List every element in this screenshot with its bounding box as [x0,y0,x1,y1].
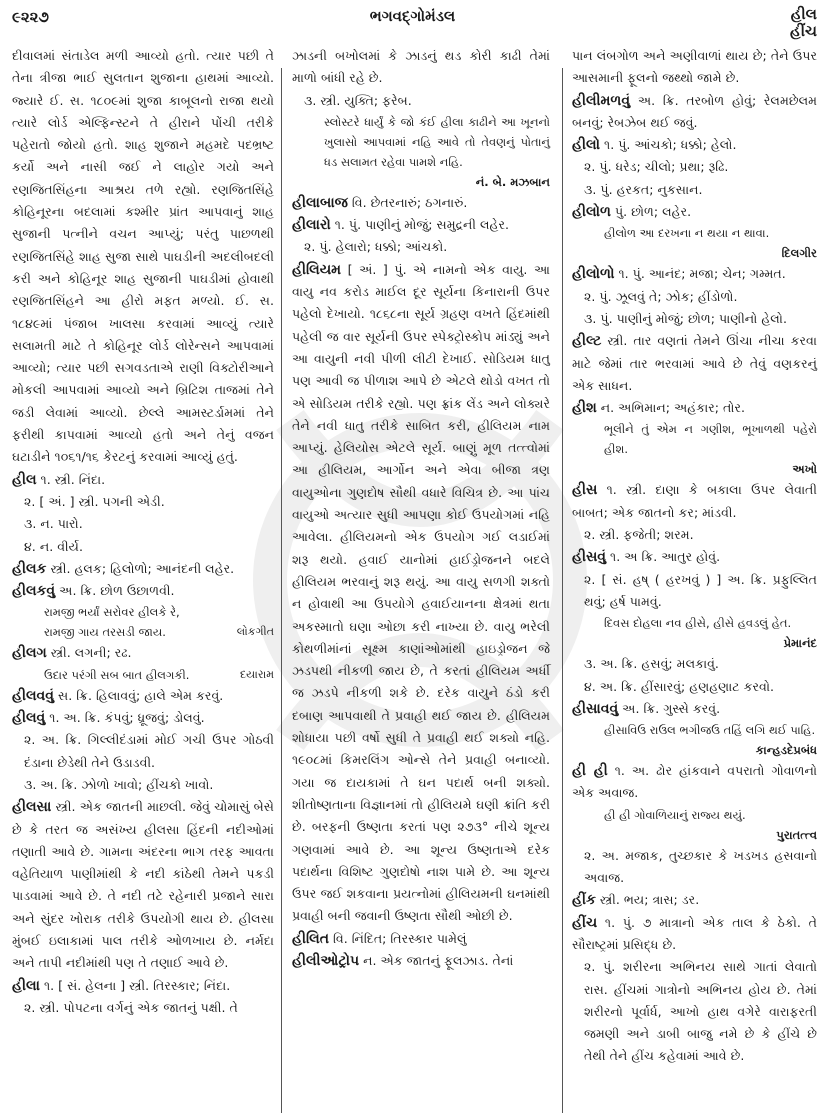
sense: ૪. ન. વીર્ય. [24,538,83,554]
definition: ન. એક જાતનું ફૂલઝાડ. તેનાં [359,952,514,968]
headword: હીલસા [12,799,52,816]
definition: ૧. પું. ૭ માત્રાનો એક તાલ કે ઠેકો. તે સૌરાષ્ટ્રમાં પ્રસિદ્ધ છે. [572,914,817,952]
continued-paragraph: દીવાલમાં સંતાડેલ મળી આવ્યો હતો. ત્યાર પછી તે તેના ત્રીજા ભાઈ સુલતાન શુજાના હાથમાં આવ્યો. જ્યારે ઈ. સ. ૧૮૦૯માં શુજા કાબૂલનો રાજા થયો ત્યારે લોર્ડ એલ્ફિન્સ્ટને તે હીરાને પોંચી તરીકે પહેરાતો જોયો હતો. શાહ શુજાને મહમદે પદભ્રષ્ટ કર્યો અને નાસી જઈ ને લાહોર ગયો અને રણજિતસિંહના આશ્રય તળે રહ્યો. રણજિતસિંહે કોહિનૂરના બદલામાં કશ્મીર પ્રાંત આપવાનું શાહ સુજાની પત્નીને વચન આપ્યું; પરંતુ પાછળથી રણજિતસિંહે શાહ સુજા સાથે પાઘડીની અદલીબદલી કરી અને કોહિનૂર શાહ સુજાની પાઘડીમાં હોવાથી રણજિતસિંહને આ હીરો મફત મળ્યો. ઈ. સ. ૧૮૪૯માં પંજાબ ખાલસા કરવામાં આવ્યું ત્યારે સલામતી માટે તે કોહિનૂર લોર્ડ લોરેન્સને આપવામાં આવ્યો; ત્યાર પછી સગવડતાએ રાણી વિક્ટોરીઆને મોકલી આપવામાં આવ્યો અને બ્રિટિશ તાજમાં તેને જડી લેવામાં આવ્યો. છેલ્લે આમસ્ટર્ડામમાં તેને ફરીથી કાપવામાં આવ્યો હતો અને તેનું વજન ઘટાડીને ૧૦૬૧/૧૬ કેરટનું કરવામાં આવ્યું હતું. [12,48,274,465]
dictionary-entry [292,950,550,972]
citation-source: દિલગીર [781,246,817,261]
citation-quote: સ્લોસ્ટરે ધાર્યું કે જો કંઈ હીલા કાઢીને આ ખૂનનો ખુલાસો આપવામાં નહિ આવે તો તેવણનું પોતાનું ધડ સલામત રહેવા પામશે નહિ. [324,114,550,169]
sense: ૩. અ. ક્રિ. ઝોળો ખાવો; હીંચકો ખાવો. [24,776,214,792]
citation-source: કાન્હડદેપ્રબંધ [755,743,817,758]
sense: ૨. પું. હેલારો; ધક્કો; આંચકો. [304,239,448,255]
headword: હીલકવું [12,583,56,600]
dictionary-entry [292,214,550,236]
definition: [ અં. ] પું. એ નામનો એક વાયુ. આ વાયુ નવ કરોડ માઈલ દૂર સૂર્યના કિનારાની ઉપર પહેલો દેખાયો. ૧૮૬૮ના સૂર્ય ગ્રહણ વખતે હિંદમાંથી પહેલી જ વાર સૂર્યની ઉપર સ્પેક્ટ્રોસ્કોપ માંડ્યું અને આ વાયુની નવી પીળી લીટી દેખાઈ. સોડિયમ ધાતુ પણ આવી જ પીળાશ આપે છે એટલે થોડો વખત તો એ સોડિયમ તરીકે રહ્યો. પણ ફ્રાંક લેંડ અને લોક્યરે તેને નવી ધાતુ તરીકે સાબિત કરી, હીલિયમ નામ આપ્યું. હેલિયોસ એટલે સૂર્ય. બાણું મૂળ તત્ત્વોમાં આ હીલિયમ, આર્ગોન અને એવા બીજા ત્રણ વાયુઓના ગુણદોષ સૌથી વધારે વિચિત્ર છે. આ પાંચ વાયુઓ અત્યાર સુધી આપણા કોઈ ઉપયોગમાં નહિ આવેલા. હીલિયમનો એક ઉપયોગ ગઈ લડાઈમાં શરૂ થયો. હવાઈ યાનોમાં હાઈડ્રોજનને બદલે હીલિયમ ભરવાનું શરૂ થયું. આ વાયુ સળગી શક્તો ન હોવાથી આ ઉપયોગે હવાઈયાનના ક્ષેત્રમાં થતા અકસ્માતો ઘણા ઓછા કરી નાખ્યા છે. વાયુ ભરેલી કોથળીમાંનાં સૂક્ષ્મ કાણાંઓમાંથી હાઇડ્રોજન જે ઝડપથી નીકળી જાય છે, તે કરતાં હીલિયમ અર્ધી જ ઝડપે નીકળી શકે છે. દરેક વાયુને ઠંડો કરી દબાણ આપવાથી તે પ્રવાહી થઈ જાય છે. હીલિયમ શોધાયા પછી વર્ષો સુધી તે પ્રવાહી થઈ શક્યો નહિ. ૧૯૦૮માં કિમરલિંગ ઓન્સે તેને પ્રવાહી બનાવ્યો. ગયા જ દાયકામાં તે ઘન પદાર્થ બની શક્યો. શીતોષ્ણતાના વિજ્ઞાનમાં તો હીલિયમે ઘણી ક્રાંતિ કરી છે. બરફની ઉષ્ણતા કરતાં પણ ૨૭૩° નીચે શૂન્ય ગણવામાં આવે છે. આ શૂન્ય ઉષ્ણતાએ દરેક પદાર્થના વિશિષ્ટ ગુણદોષો નાશ પામે છે. આ શૂન્ય ઉપર જઈ શકવાના પ્રયત્નોમાં હીલિયમની ઘનમાંથી પ્રવાહી બની જવાની ઉષ્ણતા સૌથી ઓછી છે. [292,261,550,924]
definition: સ્ત્રી. એક જાતની માછલી. જેવું ચોમાસું બેસે છે કે તરત જ અસંખ્ય હીલસા હિંદની નદીઓમાં તણાતી આવે છે. ગામના અંદરના ભાગ તરફ આવતા વહેતિયાળ પાણીમાંથી કે નદી કાંઠેથી તેમને પકડી પાડવામાં આવે છે. તે નદી તટે રહેનારી પ્રજાને સારા અને સુંદર ખોરાક તરીકે ઉપયોગી થાય છે. હીલસા મુંબઈ ઇલાકામાં પાલ તરીકે ઓળખાય છે. નર્મદા અને તાપી નદીમાંથી પણ તે તણાઈ આવે છે. [12,799,274,971]
sense: ૩. પું. હરકત; નુકસાન. [584,181,703,197]
sense: ૨. પું. શરીરના અભિનય સાથે ગાતાં લેવાતો રાસ. હીંચમાં ગાત્રોનો અભિનય હોય છે. તેમાં શરીરનો પૂર્વાર્ધ, આખો હાથ વગેરે વારાફરતી જમણી અને ડાબી બાજુ નમે છે કે હીંચે છે તેથી તેને હીંચ કહેવામાં આવે છે. [584,959,817,1064]
definition: અ. ક્રિ. ગુસ્સે કરવું. [618,700,721,716]
sense: ૨. અ. ક્રિ. ગિલ્લીદંડામાં મોઈ ગચી ઉપર ગોઠવી દંડાના છેડેથી તેને ઉડાડવી. [24,732,274,770]
definition: વિ. નિંદિત; તિરસ્કાર પામેલું [329,930,467,946]
dictionary-entry [572,479,817,524]
definition: ૧. સ્ત્રી. દાણા કે બકાલા ઉપર લેવાતી બાબત; એક જાતનો કર; માંડવી. [572,482,817,520]
definition: અ. ક્રિ. છોળ ઉછાળવી. [55,583,175,599]
sense: ૩. ન. પારો. [24,516,83,532]
sense: ૨. પું. ઝૂલવું તે; ઝોક; હીંડોળો. [584,288,738,304]
headword: હીલા [12,977,40,994]
headword: હીલવું [12,710,46,727]
headword: હીસાવવું [572,700,619,717]
sense: ૩. પું. પાણીનું મોજું; છોળ; પાણીનો હેલો. [584,310,787,326]
sense: ૨. [ અં. ] સ્ત્રી. પગની એડી. [24,493,165,509]
column-middle [292,45,550,972]
dictionary-entry [292,259,550,928]
citation-source: અખો [792,462,817,477]
quote-text: રામજી ગાય તરસડી જાય. [44,625,166,640]
definition: સ. ક્રિ. હિલાવવું; હાલે એમ કરવું. [54,687,224,703]
headword: હીલિત [292,930,329,947]
headword: હીલારો [292,217,331,234]
column-right [572,45,817,1068]
definition: ૧. [ સં. હેલના ] સ્ત્રી. તિરસ્કાર; નિંદા. [39,977,231,993]
headword: હી હી [572,763,608,780]
citation-quote: દિવસ દોહલા નવ હીસે, હીસે હવડલું હેત. [604,616,792,631]
dictionary-entry [572,90,817,135]
headword: હીલો [572,137,601,154]
dictionary-entry [12,796,274,974]
dictionary-entry [12,975,274,997]
headword: હીલ [12,471,37,488]
dictionary-entry [12,642,274,664]
headword: હીલીમળવું [572,92,631,109]
headword: હીસ [572,482,598,499]
definition: સ્ત્રી. તાર વણતાં તેમને ઊંચા નીચા કરવા માટે જેમાં તાર ભરવામાં આવે છે તેવું વણકરનું એક સાધન. [572,333,817,393]
definition: ૧. પું. આનંદ; મજા; ચેન; ગમ્મત. [614,266,786,282]
headword: હીલાબાજ [292,194,348,211]
definition: ૧. પું. આંચકો; ધક્કો; હેલો. [600,137,737,153]
dictionary-entry [292,192,550,214]
definition: ૧. સ્ત્રી. નિંદા. [36,471,106,487]
sense: ૨. પું. ધરેડ; ચીલો; પ્રથા; રૂઢિ. [584,159,729,175]
headword: હીલોળો [572,266,615,283]
quote-text: ઉદાર પરંગી સબ બાત હીલગકી. [44,667,190,682]
citation-quote: હી હી ગોવાળિયાનું રાજ્ય થયું. [604,807,746,822]
dictionary-entry [572,263,817,285]
dictionary-entry [572,201,817,223]
citation-quote: હીલોળ આ દરખના ન થયા ન થાવા. [604,226,770,241]
dictionary-entry [12,707,274,729]
guide-word-last: હીંચ [790,22,817,40]
dictionary-entry [12,685,274,707]
column-left [12,45,274,1019]
citation-quote [12,622,274,642]
headword: હીસવું [572,549,607,566]
sense: ૨. [ સં. હષ્ ( હરખવું ) ] અ. ક્રિ. પ્રફુલ્લિત થવું; હર્ષ પામવું. [584,571,817,609]
headword: હીંચ [572,914,598,931]
headword: હીંક [572,892,596,909]
dictionary-entry [572,134,817,156]
column-divider [562,68,563,1113]
sense: ૨. સ્ત્રી. પોપટના વર્ગનું એક જાતનું પક્ષી. તે [24,999,238,1015]
definition: ૧. પું. પાણીનું મોજું; સમુદ્રની લહેર. [330,217,510,233]
dictionary-entry [12,469,274,491]
citation-source: પ્રેમાનંદ [783,636,817,651]
headword: હીશ [572,400,597,417]
definition: ૧. અ ક્રિ. આતુર હોવું. [606,549,721,565]
sense: ૪. અ. ક્રિ. હીંસારવું; હણહણાટ કરવો. [584,678,774,694]
definition: ૧. અ. ઢોર હાંકવાને વપરાતો ગોવાળનો એક અવાજ. [572,763,817,801]
dictionary-entry [292,928,550,950]
dictionary-entry [572,330,817,397]
page-number: ૯૨૨૭ [12,8,49,26]
continued-paragraph: ઝાડની બખોલમાં કે ઝાડનું થડ કોરી કાઢી તેમાં માળો બાંધી રહે છે. [292,48,550,86]
citation-quote [12,665,274,685]
dictionary-entry [572,760,817,805]
headword: હીલિયમ [292,261,342,278]
definition: અ. ક્રિ. તરબોળ હોવું; રેલમછેલમ બનવું; રેબઝેબ થઈ જવું. [572,92,817,130]
guide-word-first: હીલ [790,5,817,23]
dictionary-entry [572,698,817,720]
citation-quote: ભૂલીને તું એમ ન ગણીશ, ભૂખાળથી પહેરો હીશ. [604,422,817,457]
definition: સ્ત્રી. લગની; રઢ. [46,645,132,661]
definition: સ્ત્રી. ભય; ત્રાસ; ડર. [595,892,700,908]
definition: ન. અભિમાન; અહંકાર; તોર. [596,400,745,416]
sense: ૨. અ. મજાક, તુચ્છકાર કે ખડખડ હસવાનો અવાજ. [584,847,817,886]
sense: ૨. સ્ત્રી. ફજેતી; શરમ. [584,527,694,543]
definition: વિ. છેતરનારું; ઠગનારું. [347,194,468,210]
book-title: ભગવદ્ગોમંડલ [369,7,456,25]
sense: ૩. સ્ત્રી. યુક્તિ; ફરેબ. [304,92,412,108]
headword: હીલીઓટ્રોપ [292,952,360,969]
headword: હીલગ [12,645,47,662]
citation-quote: હીસાવિઉ રાઉલ ભગીજઉ તહિં લગિ થઈ પાહિ. [604,723,816,738]
definition: સ્ત્રી. હલક; હિલોળો; આનંદની લહેર. [46,560,235,576]
headword: હીલવવું [12,687,54,704]
headword: હીલ્ટ [572,333,602,350]
definition: ૧. અ. ક્રિ. કંપવું; ધ્રૂજવું; ડોલવું. [45,710,205,726]
dictionary-entry [572,546,817,568]
definition: પું. છોળ; લહેર. [610,204,692,220]
dictionary-entry [572,397,817,419]
dictionary-entry [12,580,274,602]
headword: હીલક [12,560,47,577]
dictionary-entry [572,889,817,911]
citation-source: લોકગીત [236,625,274,639]
citation-quote: રામજી ભર્યાં સરોવર હીલકે રે, [44,605,180,620]
citation-source: નં. બે. મઝબાન [475,174,550,189]
sense: ૩. અ. ક્રિ. હસવું; મલકાવું. [584,656,719,672]
headword: હીલોળ [572,204,611,221]
dictionary-entry [12,558,274,580]
citation-source: દયારામ [239,667,274,681]
guide-words [790,6,817,40]
page-header [0,0,825,50]
column-divider [281,68,282,1113]
continued-paragraph: પાન લંબગોળ અને અણીવાળાં થાય છે; તેને ઉપર આસમાની ફૂલનો જથ્થો જામે છે. [572,48,817,86]
dictionary-entry [572,912,817,957]
citation-source: પુરાતત્ત્વ [776,827,817,842]
